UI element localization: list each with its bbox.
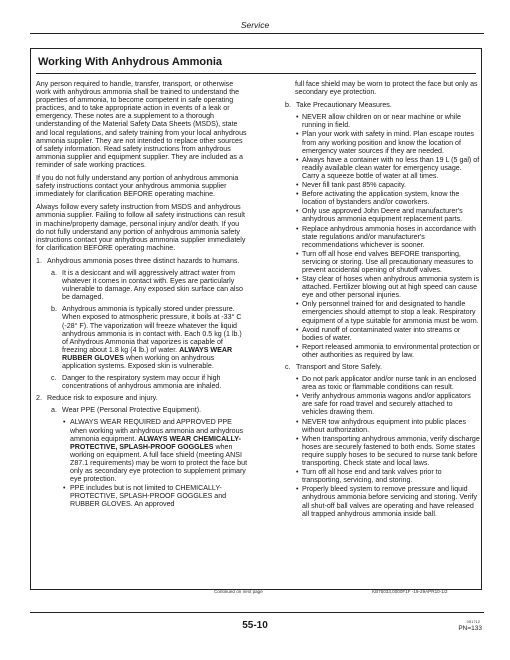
item-letter: b. xyxy=(285,101,291,110)
bullet-item xyxy=(285,485,480,517)
item-text: It is a desiccant and will aggressively attract water from whatever it comes in contact with. Eyes are particularly vulnerable to damage. Any exposed skin surface can also be damaged. xyxy=(62,268,244,302)
item-number: 2. xyxy=(36,394,42,403)
bullet-glyph: • xyxy=(296,300,299,309)
intro-paragraph: If you do not fully understand any portion of anhydrous ammonia safety instructions contact your anhydrous ammonia supplier immediately for clarification BEFORE operating machine. xyxy=(36,174,239,199)
bullet-glyph: • xyxy=(296,130,299,139)
sub-item-a xyxy=(36,269,248,301)
item-text: Take Precautionary Measures. xyxy=(296,101,392,110)
item-text: Only personnel trained for and designated to handle emergencies should attempt to stop a leak. Respiratory equipment of a type suitable for ammonia must be worn. xyxy=(302,300,479,325)
bullet-item xyxy=(285,418,480,434)
item-text: Anhydrous ammonia is typically stored under pressure. When exposed to atmospheric pressure, it boils at -33° C (-28° F). The vaporization will freeze whatever the liquid anhydrous ammonia is in contact with. Each 0.5 kg (1 lb.) of Anhydrous Ammonia that vaporizes is capable of freezing about 1.8 kg (4 lb.) of water. xyxy=(62,305,242,354)
sub-item-b xyxy=(36,305,248,370)
item-letter: c. xyxy=(285,363,291,371)
footer-divider xyxy=(30,612,484,613)
intro-paragraph: Always follow every safety instruction from MSDS and anhydrous ammonia supplier. Failing to follow all safety instructions can result in machine/property damage, personal injury and/or death. If you do not fully understand any portion of anhydrous ammonia safety instructions contact your anhydrous ammonia supplier immediately for clarification BEFORE operating machine. xyxy=(36,203,246,252)
item-text: Avoid runoff of contaminated water into streams or bodies of water. xyxy=(302,325,461,342)
item-letter: c. xyxy=(51,374,57,383)
bullet-glyph: • xyxy=(296,155,299,164)
intro-paragraph: Any person required to handle, transfer, transport, or otherwise work with anhydrous ammonia shall be trained to understand the properties of ammonia, to become competent in safe operating practices, and to take appropriate action in events of a leak or emergency. These notes are a supplement to a thorough understanding of the Material Safety Data Sheets (MSDS), state and local regulations, and safety training from your local anhydrous ammonia supplier. They are not intended to replace other sources of safety information. Read safety instructions from anhydrous ammonia supplier and equipment supplier. They are included as a reminder of safe working practices. xyxy=(36,80,247,169)
item-text: PPE includes but is not limited to CHEMICALLY-PROTECTIVE, SPLASH-PROOF GOGGLES and RUBBER GLOVES. An approved xyxy=(70,484,227,509)
bullet-glyph: • xyxy=(296,224,299,233)
bullet-glyph: • xyxy=(296,485,299,494)
item-letter: a. xyxy=(51,406,57,415)
bullet-item xyxy=(285,468,480,484)
item-text: NEVER tow anhydrous equipment into public places without authorization. xyxy=(302,417,467,434)
transport-list xyxy=(285,375,480,518)
precaution-list xyxy=(285,113,480,359)
bold-warning: ALWAYS WEAR CHEMICALLY-PROTECTIVE, SPLASH-PROOF GOGGLES xyxy=(70,434,241,451)
numbered-item-2 xyxy=(36,394,248,402)
bullet-item xyxy=(36,484,248,508)
bullet-item xyxy=(36,418,248,483)
item-text: Never fill tank past 85% capacity. xyxy=(302,181,406,190)
item-text: Wear PPE (Personal Protective Equipment). xyxy=(62,406,202,415)
item-text: Replace anhydrous ammonia hoses in accordance with state regulations and/or manufacturer's recommendations whichever is sooner. xyxy=(302,224,476,249)
bullet-item xyxy=(285,190,480,206)
bullet-item xyxy=(285,113,480,129)
item-text: When transporting anhydrous ammonia, verify discharge hoses are securely fastened to both ends. Some states require supply hoses to be secured to nurse tank before transporting. Check state and local laws. xyxy=(302,434,480,468)
bullet-glyph: • xyxy=(296,325,299,334)
item-text: Anhydrous ammonia poses three distinct hazards to humans. xyxy=(47,256,240,265)
bullet-glyph: • xyxy=(296,207,299,216)
bullet-glyph: • xyxy=(296,417,299,426)
bullet-item xyxy=(285,375,480,391)
sub-item-b xyxy=(285,101,480,109)
bold-warning: ALWAYS WEAR RUBBER GLOVES xyxy=(62,345,233,362)
header-divider xyxy=(30,33,484,34)
bullet-glyph: • xyxy=(296,392,299,401)
item-text: Always have a container with no less than 19 L (5 gal) of readily available clean water for emergency usage. Carry a squeeze bottle of water at all times. xyxy=(302,155,480,180)
continued-text: full face shield may be worn to protect the face but only as secondary eye protection. xyxy=(295,80,478,97)
bullet-item xyxy=(285,435,480,467)
bullet-item xyxy=(285,326,480,342)
bullet-item xyxy=(285,300,480,324)
continued-note: Continued on next page xyxy=(214,589,263,594)
item-text: Plan your work with safety in mind. Plan escape routes from any working position and know the location of emergency water sources if they are needed. xyxy=(302,130,474,155)
item-text: Before activating the application system, know the location of bystanders and/or coworkers. xyxy=(302,190,460,207)
bullet-glyph: • xyxy=(296,113,299,122)
bullet-item xyxy=(285,225,480,249)
bullet-item xyxy=(285,130,480,154)
bullet-item xyxy=(285,156,480,180)
title-divider xyxy=(36,73,476,74)
bullet-glyph: • xyxy=(296,434,299,443)
bullet-item xyxy=(285,275,480,299)
bullet-glyph: • xyxy=(296,190,299,199)
bullet-item xyxy=(285,250,480,274)
bullet-glyph: • xyxy=(296,375,299,384)
bullet-glyph: • xyxy=(63,418,66,427)
item-number: 1. xyxy=(36,256,42,265)
sub-item-c xyxy=(285,363,480,371)
bullet-glyph: • xyxy=(296,181,299,190)
bullet-item xyxy=(285,207,480,223)
item-text: when working on equipment. A full face shield (meeting ANSI Z87.1 requirements) may be worn to protect the face but only as secondary eye protection to supplement primary eye protection. xyxy=(70,442,248,484)
item-text: Do not park applicator and/or nurse tank in an enclosed area as toxic or flammable conditions can result. xyxy=(302,375,477,392)
bullet-glyph: • xyxy=(296,275,299,284)
section-header: Service xyxy=(240,20,270,30)
item-text: Transport and Store Safely. xyxy=(296,363,382,371)
item-text: Report released ammonia to environmental protection or other authorities as required by law. xyxy=(302,342,480,359)
item-letter: a. xyxy=(51,268,57,277)
revision-code: 091712 xyxy=(466,619,480,624)
page-number: 55-10 xyxy=(242,620,268,631)
item-letter: b. xyxy=(51,305,57,314)
sub-item-c xyxy=(36,374,248,390)
document-code: KB75033,0000F1F -19-29APR10-1/2 xyxy=(372,589,448,594)
item-text: Reduce risk to exposure and injury. xyxy=(47,394,158,403)
bullet-item xyxy=(285,181,480,189)
item-text: Turn off all hose end and tank valves prior to transporting, servicing, and storing. xyxy=(302,468,442,485)
item-text: ALWAYS WEAR REQUIRED and APPROVED PPE when working with anhydrous ammonia and anhydrous ammonia equipment. xyxy=(70,418,244,443)
item-text: Danger to the respiratory system may occur if high concentrations of anhydrous ammonia are inhaled. xyxy=(62,374,222,391)
item-text: NEVER allow children on or near machine or while running in field. xyxy=(302,113,461,130)
item-text: when working on anhydrous application systems. Exposed skin is vulnerable. xyxy=(62,353,215,370)
pn-label: PN=133 xyxy=(458,625,482,632)
bullet-glyph: • xyxy=(296,249,299,258)
item-text: Verify anhydrous ammonia wagons and/or applicators are safe for road travel and securely attached to vehicles drawing them. xyxy=(302,392,471,417)
bullet-item xyxy=(285,343,480,359)
item-text: Turn off all hose end valves BEFORE transporting, servicing or storing. Use all precautionary measures to prevent accidental opening of shutoff valves. xyxy=(302,249,474,274)
bullet-glyph: • xyxy=(63,484,66,493)
bullet-glyph: • xyxy=(296,342,299,351)
right-column xyxy=(285,80,480,519)
item-text: Only use approved John Deere and manufacturer's anhydrous ammonia equipment replacement parts. xyxy=(302,207,463,224)
numbered-item-1 xyxy=(36,257,248,265)
sub-item-a xyxy=(36,406,248,414)
left-column xyxy=(36,80,248,510)
bullet-glyph: • xyxy=(296,468,299,477)
bullet-item xyxy=(285,392,480,416)
item-text: Properly bleed system to remove pressure and liquid anhydrous ammonia before servicing and storing. Verify all shut-off ball valves are operating and have released all trapped anhydrous ammonia inside ball. xyxy=(302,485,478,518)
article-title: Working With Anhydrous Ammonia xyxy=(38,56,223,68)
item-text: Stay clear of hoses when anhydrous ammonia system is attached. Fertilizer blowing out at high speed can cause eye and other personal injuries. xyxy=(302,275,480,300)
